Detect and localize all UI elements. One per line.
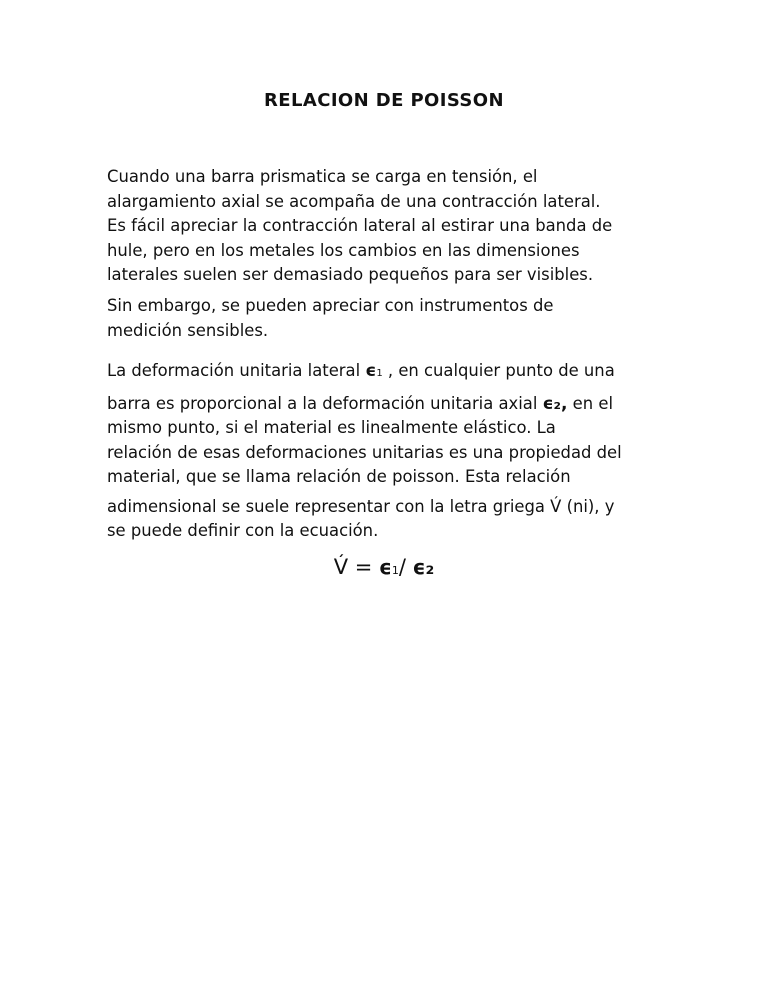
paragraph-3-line-4: relación de esas deformaciones unitarias es una propiedad del [107,442,622,462]
equation-slash: / [398,555,413,579]
paragraph-1-line-3: Es fácil apreciar la contracción lateral al estirar una banda de [107,216,613,235]
epsilon-symbol: ϵ [379,555,392,579]
paragraph-3-text: , en cualquier punto de una [382,361,615,380]
paragraph-3-line-1 [107,359,667,387]
paragraph-1-line-4: hule, pero en los metales los cambios en las dimensiones [107,240,580,260]
epsilon-symbol: ϵ [365,361,377,381]
paragraph-3-text: en el [567,393,613,413]
subscript: 1 [376,368,383,379]
equation-lhs: V́ = [333,555,379,579]
paragraph-3-line-2 [107,392,667,417]
paragraph-2 [107,294,667,343]
paragraph-3-line-6: adimensional se suele representar con la letra griega V́ (ni), y [107,496,615,516]
paragraph-3-text: La deformación unitaria lateral [107,361,366,380]
paragraph-3 [107,359,667,544]
paragraph-3-line-5: material, que se llama relación de poisson. Esta relación [107,467,571,486]
paragraph-1-line-1: Cuando una barra prismatica se carga en tensión, el [107,167,538,186]
poisson-equation [0,553,768,585]
epsilon-symbol: ϵ₂ [412,555,435,579]
subscript: 1 [391,564,399,577]
paragraph-3-line-3: mismo punto, si el material es linealmente elástico. La [107,418,556,437]
paragraph-1-line-5: laterales suelen ser demasiado pequeños para ser visibles. [107,265,594,284]
paragraph-3-text: barra es proporcional a la deformación unitaria axial [107,393,543,413]
paragraph-1 [107,165,667,288]
epsilon-symbol: ϵ₂, [542,393,568,414]
paragraph-2-line-2: medición sensibles. [107,320,269,340]
paragraph-1-line-2: alargamiento axial se acompaña de una contracción lateral. [107,191,601,211]
document-title: RELACION DE POISSON [264,90,504,111]
paragraph-2-line-1: Sin embargo, se pueden apreciar con instrumentos de [107,296,554,315]
paragraph-3-line-7: se puede definir con la ecuación. [107,521,379,540]
